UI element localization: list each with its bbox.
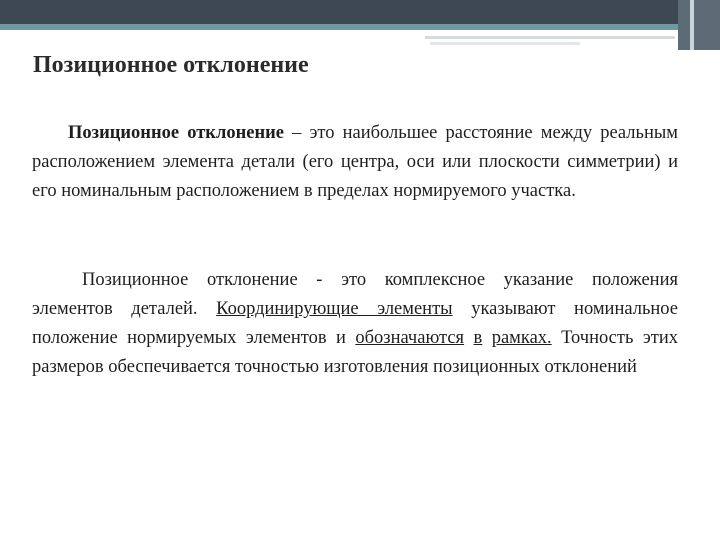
underlined-term: Координирующие элементы <box>216 299 453 319</box>
corner-decoration-stripe <box>690 0 694 50</box>
paragraph-text: Точность этих размеров обеспечивается точностью изготовления позиционных отклонений <box>32 328 679 377</box>
definition-term: Позиционное отклонение <box>68 123 284 143</box>
underlined-term: обозначаются <box>355 328 465 348</box>
decorative-rule <box>425 36 675 39</box>
paragraph-text <box>464 328 473 348</box>
description-paragraph <box>32 266 678 382</box>
definition-text: – это наибольшее расстояние между реальным расположением элемента детали (его центра, оси или плоскости симметрии) и его номинальным расположением в пределах нормируемого участка. <box>32 123 678 201</box>
decorative-rule <box>430 42 580 45</box>
paragraph-text: указывают номинальное положение нормируемых элементов и <box>32 299 678 348</box>
slide-title: Позиционное отклонение <box>33 52 309 78</box>
underlined-term: рамках. <box>491 328 552 348</box>
header-accent-line <box>0 24 720 30</box>
paragraph-text <box>482 328 491 348</box>
underlined-term: в <box>473 328 483 348</box>
paragraph-text: Позиционное отклонение - это комплексное указание положения элементов деталей. <box>32 270 678 319</box>
definition-paragraph <box>32 119 678 206</box>
corner-decoration <box>678 0 720 50</box>
header-band <box>0 0 720 24</box>
